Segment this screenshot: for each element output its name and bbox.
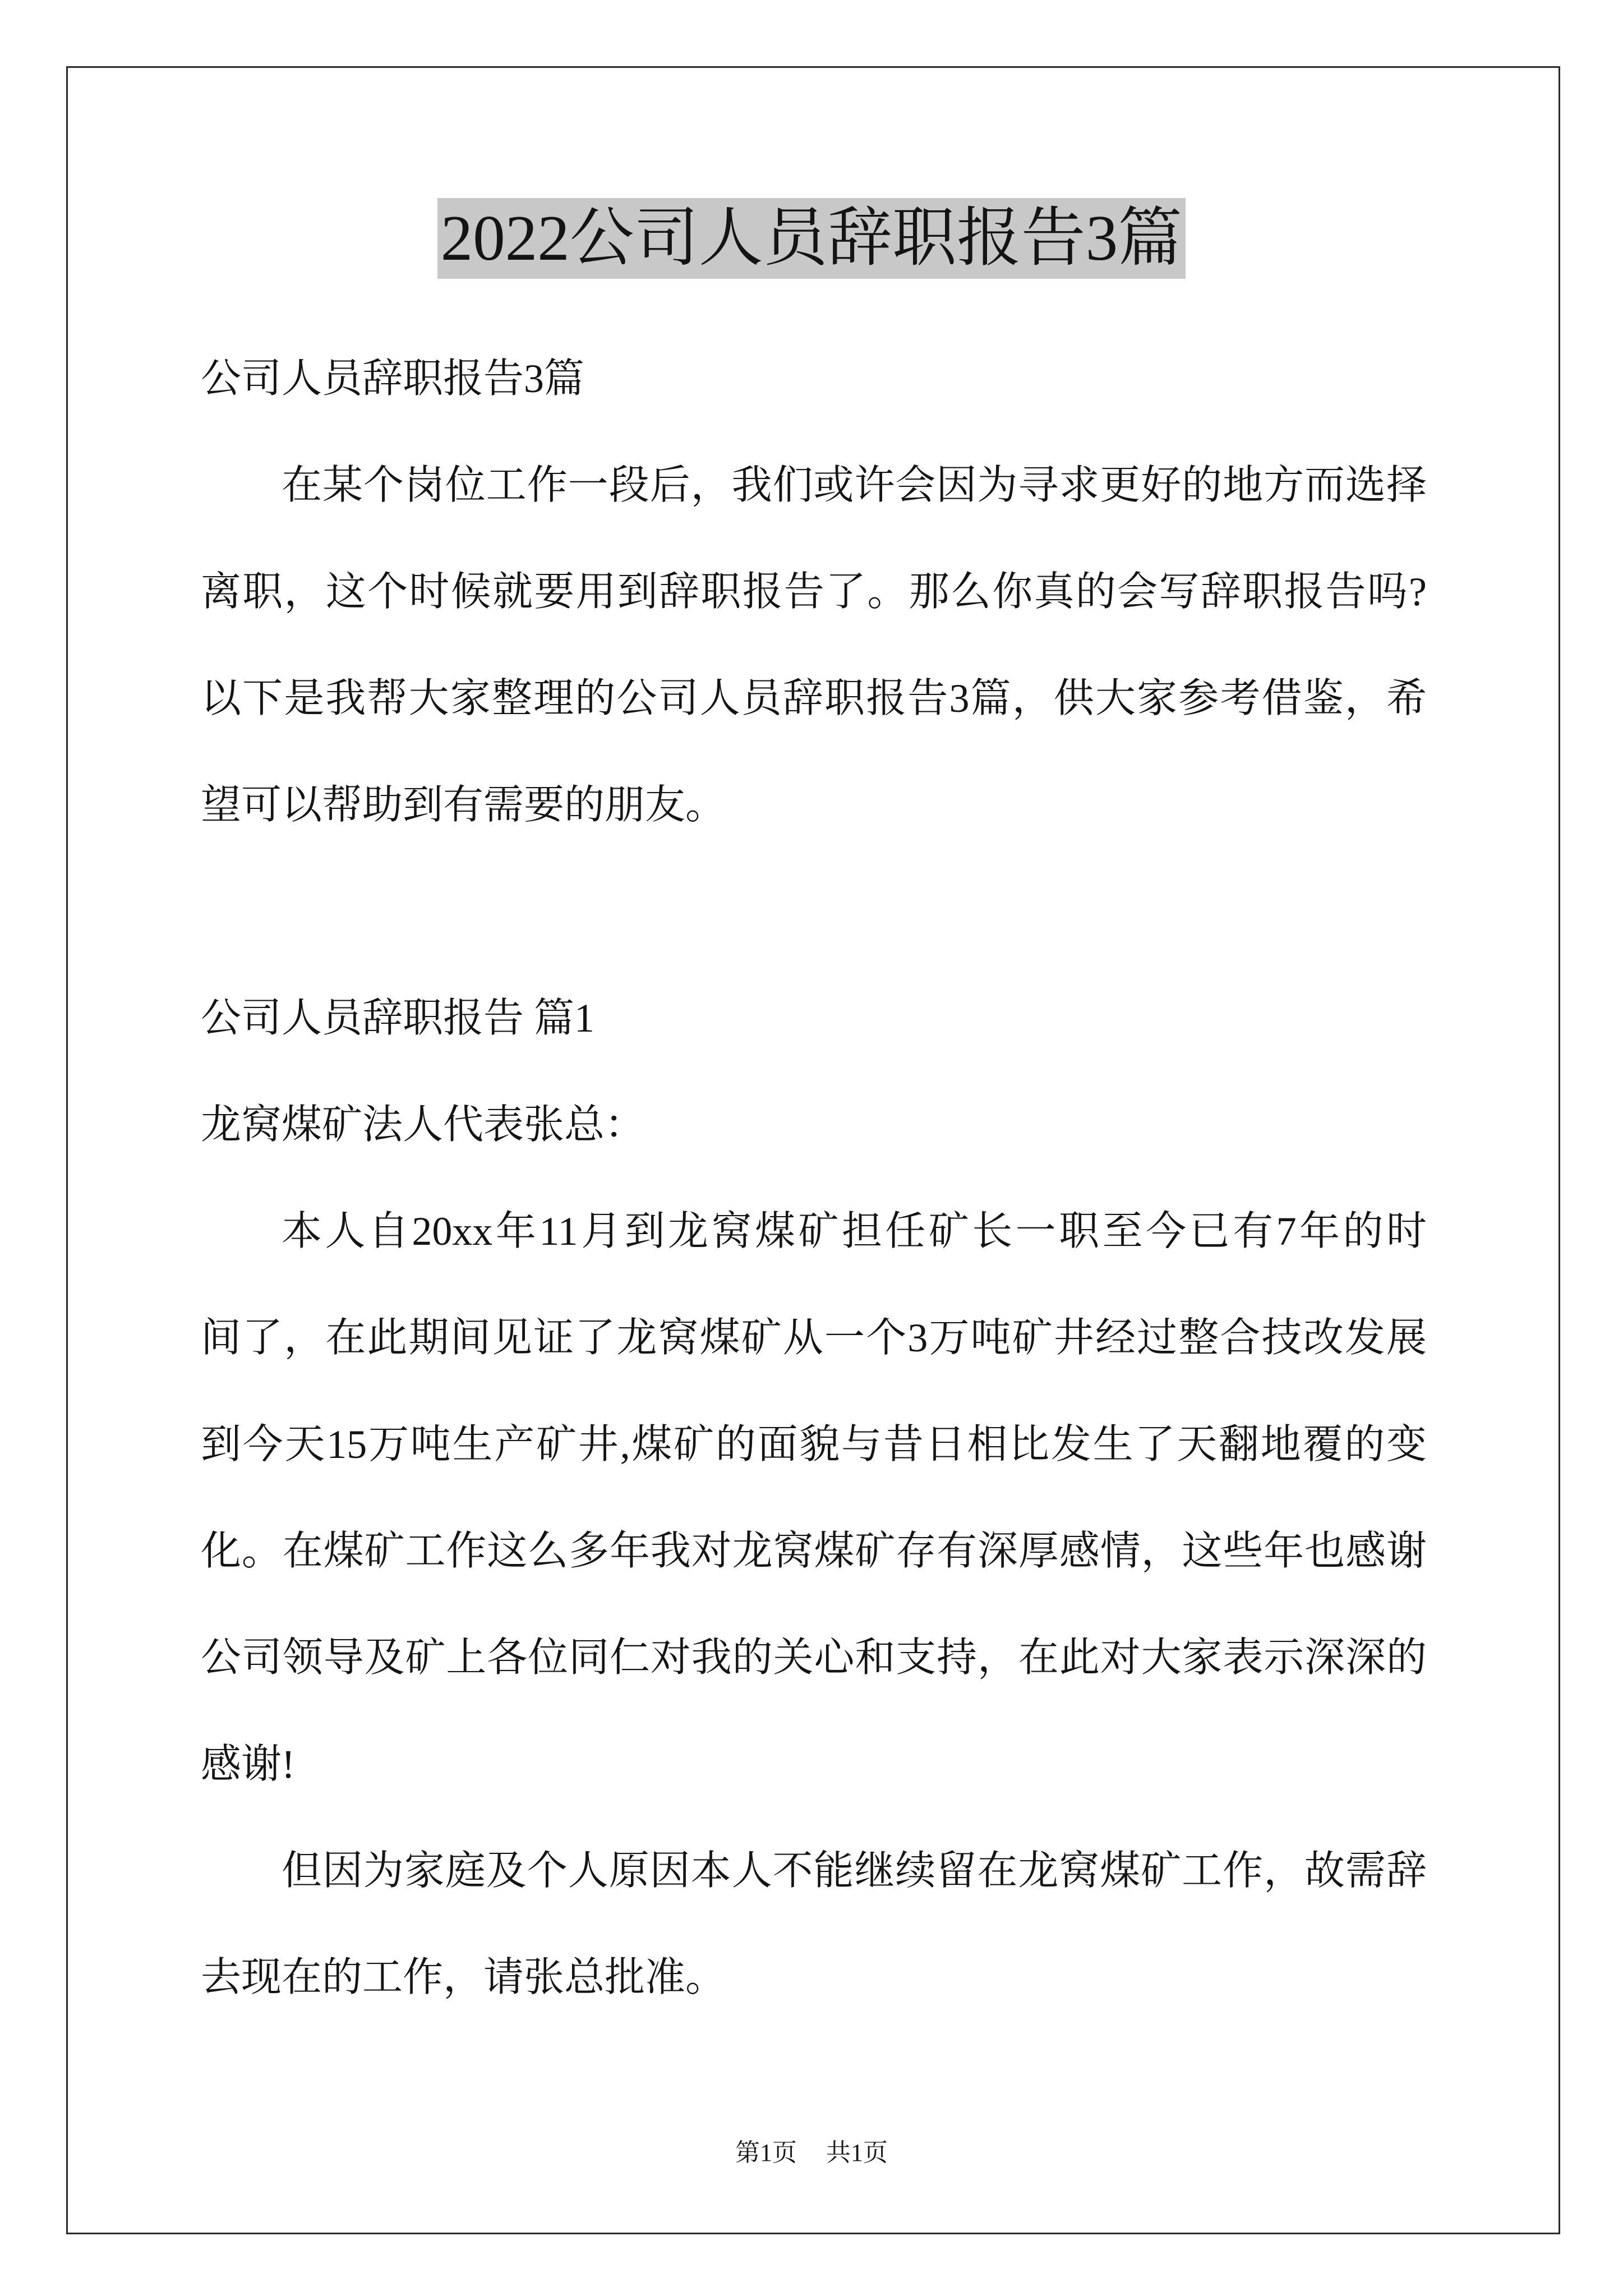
subtitle: 公司人员辞职报告3篇 [201,356,585,401]
intro-paragraph-line: 离职，这个时候就要用到辞职报告了。那么你真的会写辞职报告吗? [201,569,1427,614]
section-heading: 公司人员辞职报告 篇1 [201,996,595,1041]
document-body [201,325,1427,2031]
paragraph-line: 本人自20xx年11月到龙窝煤矿担任矿长一职至今已有7年的时 [282,1209,1427,1254]
paragraph-line: 但因为家庭及个人原因本人不能继续留在龙窝煤矿工作，故需辞 [282,1848,1427,1893]
intro-paragraph-line: 以下是我帮大家整理的公司人员辞职报告3篇，供大家参考借鉴，希 [201,676,1427,721]
paragraph-line: 感谢! [201,1742,295,1787]
title-container [0,198,1623,279]
salutation: 龙窝煤矿法人代表张总： [201,1102,645,1147]
page-footer [0,2137,1623,2169]
intro-paragraph-line: 在某个岗位工作一段后，我们或许会因为寻求更好的地方而选择 [282,463,1427,508]
paragraph-line: 化。在煤矿工作这么多年我对龙窝煤矿存有深厚感情，这些年也感谢 [201,1529,1427,1573]
page-title: 2022公司人员辞职报告3篇 [437,198,1186,279]
blank-line [201,858,1427,965]
paragraph-line: 公司领导及矿上各位同仁对我的关心和支持，在此对大家表示深深的 [201,1635,1427,1680]
paragraph-line: 去现在的工作，请张总批准。 [201,1955,726,2000]
paragraph-line: 到今天15万吨生产矿井,煤矿的面貌与昔日相比发生了天翻地覆的变 [201,1422,1427,1467]
intro-paragraph-line: 望可以帮助到有需要的朋友。 [201,783,726,827]
footer-page-total: 共1页 [826,2139,888,2166]
footer-page-number: 第1页 [735,2139,797,2166]
paragraph-line: 间了，在此期间见证了龙窝煤矿从一个3万吨矿井经过整合技改发展 [201,1315,1427,1360]
